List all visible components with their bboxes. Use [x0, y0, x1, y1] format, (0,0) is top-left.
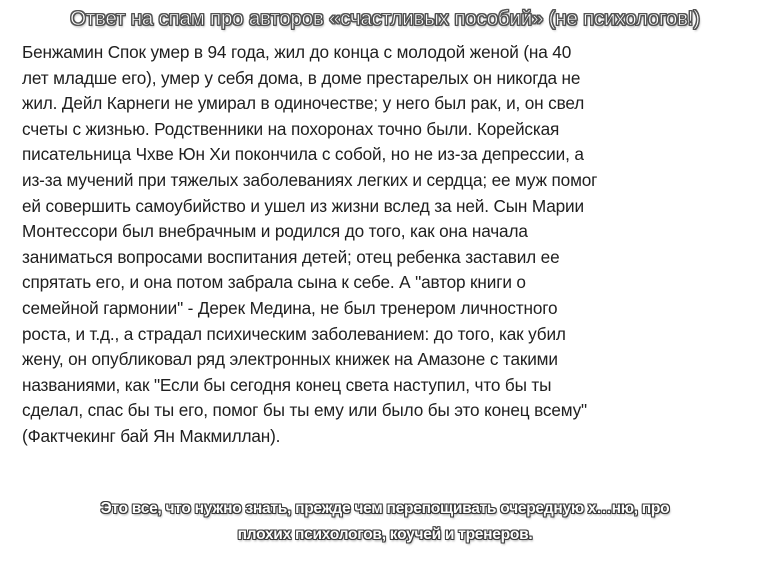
- body-line: писательница Чхве Юн Хи покончила с собой, но не из-за депрессии, а: [22, 144, 584, 165]
- footer-caption: [0, 496, 770, 548]
- body-line: семейной гармонии" - Дерек Медина, не был тренером личностного: [22, 297, 558, 318]
- body-line: лет младше его), умер у себя дома, в доме престарелых он никогда не: [22, 67, 581, 88]
- body-line: счеты с жизнью. Родственники на похоронах точно были. Корейская: [22, 118, 560, 139]
- body-line: жену, он опубликовал ряд электронных книжек на Амазоне с такими: [22, 349, 558, 370]
- body-line: (Фактчекинг бай Ян Макмиллан).: [22, 425, 281, 446]
- body-line: названиями, как "Если бы сегодня конец света наступил, что бы ты: [22, 374, 552, 395]
- page-title: Ответ на спам про авторов «счастливых пособий» (не психологов!): [70, 7, 700, 30]
- body-line: заниматься вопросами воспитания детей; отец ребенка заставил ее: [22, 246, 560, 267]
- body-paragraph: [22, 40, 762, 450]
- body-line: сделал, спас бы ты его, помог бы ты ему или было бы это конец всему": [22, 400, 588, 421]
- body-line: из-за мучений при тяжелых заболеваниях легких и сердца; ее муж помог: [22, 169, 598, 190]
- footer-line: плохих психологов, коучей и тренеров.: [237, 526, 533, 543]
- body-line: ей совершить самоубийство и ушел из жизни вслед за ней. Сын Марии: [22, 195, 584, 216]
- body-line: Бенжамин Спок умер в 94 года, жил до конца с молодой женой (на 40: [22, 42, 572, 62]
- body-line: жил. Дейл Карнеги не умирал в одиночестве; у него был рак, и, он свел: [22, 93, 585, 114]
- body-line: роста, и т.д., а страдал психическим заболеванием: до того, как убил: [22, 323, 566, 344]
- body-line: Монтессори был внебрачным и родился до того, как она начала: [22, 221, 528, 242]
- body-line: спрятать его, и она потом забрала сына к себе. А "автор книги о: [22, 272, 526, 293]
- footer-line: Это все, что нужно знать, прежде чем перепощивать очередную х…ню, про: [100, 500, 670, 517]
